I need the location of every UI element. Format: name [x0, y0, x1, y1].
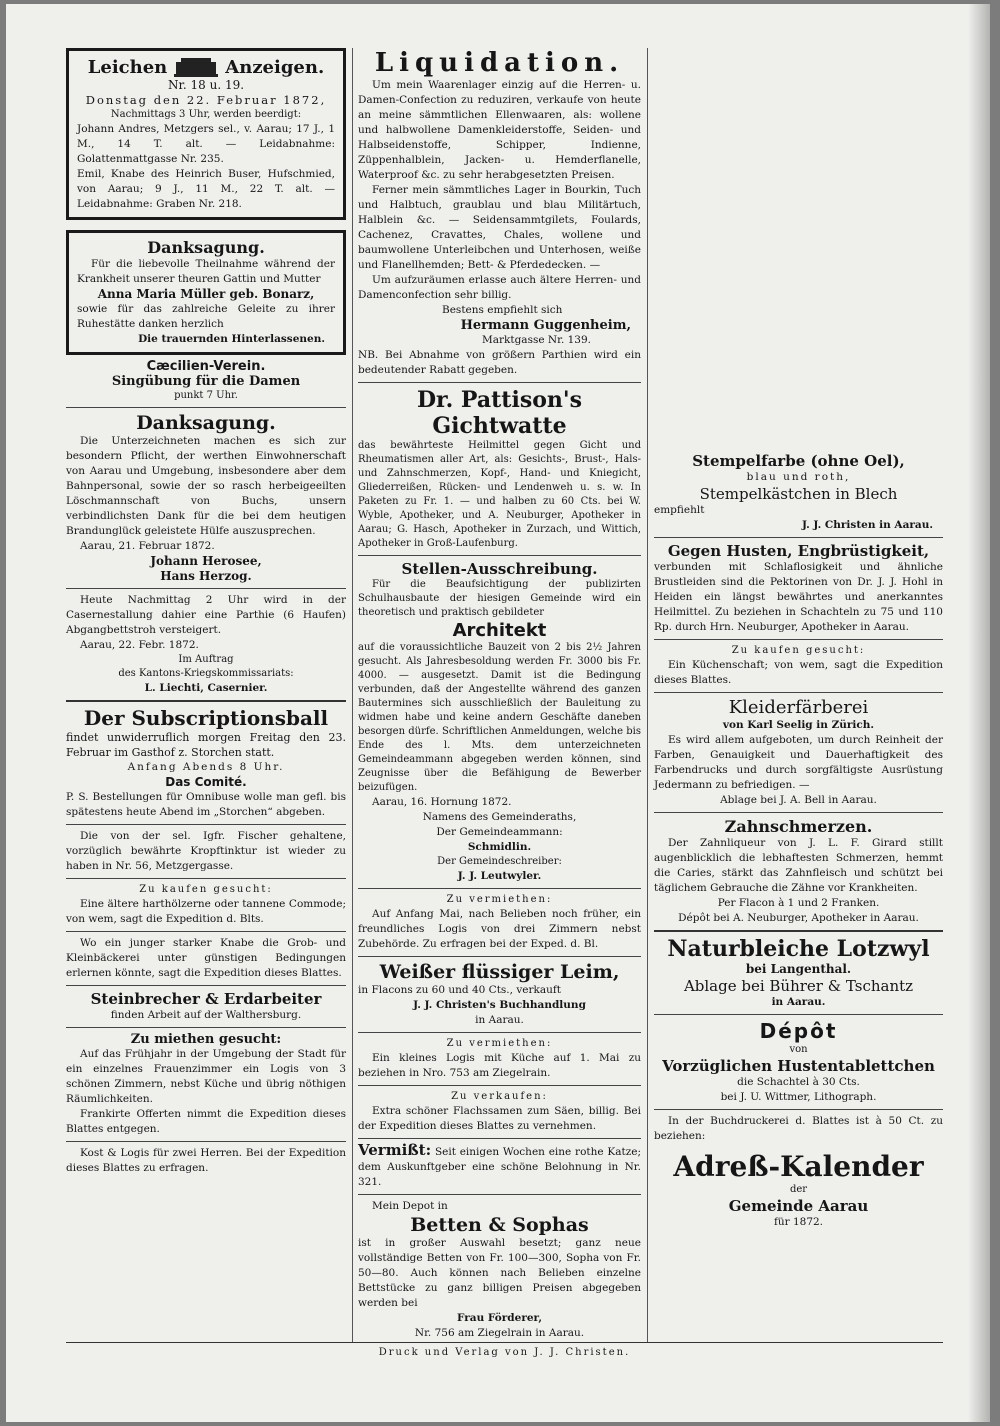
column-rule-1 — [352, 48, 353, 1342]
caecilien-title: Cæcilien-Verein. — [146, 359, 266, 374]
ball-anfang: Anfang Abends 8 Uhr. — [127, 761, 285, 773]
leim-place: in Aarau. — [475, 1014, 524, 1026]
leichen-title-right: Anzeigen. — [225, 56, 325, 78]
coffin-icon — [173, 56, 219, 78]
liquidation-address: Marktgasse Nr. 139. — [481, 334, 591, 346]
stellen-ausschreibung — [358, 560, 641, 884]
ball-title: Der Subscriptionsball — [83, 706, 329, 730]
danksagung-mueller — [66, 230, 346, 355]
faerberei-title: Kleiderfärberei — [728, 697, 869, 718]
depot-sub: Vorzüglichen Hustentablettchen — [662, 1057, 935, 1075]
leichen-anzeigen — [66, 48, 346, 220]
verkaufen — [358, 1090, 641, 1134]
danksagung-text-2: sowie für das zahlreiche Geleite zu ihrer Ruhestätte danken herzlich — [77, 303, 335, 330]
column-left — [66, 48, 346, 1176]
miethen-text: Auf das Frühjahr in der Umgebung der Stadt für ein einzelnes Frauenzimmer ein Logis von 3 schönen Zimmern, nebst Küche und übrig nöthigen Räumlichkeiten. — [66, 1048, 346, 1105]
stroh-text: Heute Nachmittag 2 Uhr wird in der Casernestallung dahier eine Parthie (6 Haufen) Abgangbettstroh versteigert. — [66, 594, 346, 636]
betten-text: ist in großer Auswahl besetzt; ganz neue vollständige Betten von Fr. 100—300, Sopha von Fr. 50—80. Auch können nach Belieben einzelne Bettstücke zu ganz billigen Preisen abgegeben werden bei — [358, 1237, 641, 1309]
danksagung-brand-title: Danksagung. — [136, 412, 276, 434]
column-middle — [358, 48, 641, 1341]
verkaufen-title: Zu verkaufen: — [451, 1091, 548, 1102]
danksagung-brand-sig-2: Hans Herzog. — [160, 569, 252, 583]
stroh-auftrag: Im Auftrag — [178, 654, 234, 665]
kalender-year: für 1872. — [773, 1216, 824, 1228]
betten-address: Nr. 756 am Ziegelrain in Aarau. — [414, 1327, 585, 1339]
danksagung-text: Für die liebevolle Theilnahme während der Krankheit unserer theuren Gattin und Mutter — [77, 258, 335, 285]
leichen-entry-2: Emil, Knabe des Heinrich Buser, Hufschmied, von Aarau; 9 J., 11 M., 22 T. alt. — Leidabnahme: Graben Nr. 218. — [77, 168, 335, 210]
leichen-entry-1: Johann Andres, Metzgers sel., v. Aarau; 17 J., 1 M., 14 T. alt. — Leidabnahme: Golattenmattgasse Nr. 235. — [77, 123, 335, 165]
depot-title: Dépôt — [759, 1019, 838, 1043]
miethen-gesucht — [66, 1032, 346, 1137]
betten-sophas — [358, 1199, 641, 1341]
depot-bei: bei J. U. Wittmer, Lithograph. — [720, 1091, 877, 1103]
liquidation-text-3: Um aufzuräumen erlasse auch ältere Herren- und Damenconfection sehr billig. — [358, 274, 641, 301]
steinbrecher-text: finden Arbeit auf der Walthersburg. — [110, 1009, 302, 1021]
kost-logis: Kost & Logis für zwei Herren. Bei der Expedition dieses Blattes zu erfragen. — [66, 1147, 346, 1174]
liquidation-name: Hermann Guggenheim, — [460, 318, 631, 333]
husten — [654, 542, 943, 635]
danksagung-signature: Die trauernden Hinterlassenen. — [138, 333, 325, 345]
vermiethen-2-text: Ein kleines Logis mit Küche auf 1. Mai zu beziehen in Nro. 753 am Ziegelrain. — [358, 1052, 641, 1079]
stroh-date: Aarau, 22. Febr. 1872. — [80, 639, 199, 651]
vermiethen-1-text: Auf Anfang Mai, nach Belieben noch früher, ein freundliches Logis von drei Zimmern nebst Zubehörde. Zu erfragen bei der Exped. d. Bl. — [358, 908, 641, 950]
liquidation-nb: NB. Bei Abnahme von größern Parthien wird ein bedeutender Rabatt gegeben. — [358, 349, 641, 376]
commode-title: Zu kaufen gesucht: — [139, 884, 273, 895]
leim-title: Weißer flüssiger Leim, — [379, 961, 620, 983]
stellen-ammann: Der Gemeindeammann: — [436, 826, 563, 838]
stellen-text-2: auf die voraussichtliche Bauzeit von 2 bis 2½ Jahren gesucht. Als Jahresbesoldung werden Fr. 3000 bis Fr. 4000. — ausgesetzt. Damit ist die Bedingung verbunden, daß der Angestellte während des ganzen Bautermines sich ausschließlich der Bauleitung zu widmen habe und keine andern Geschäfte daneben besorgen dürfe. Schriftlichen Anmeldungen, welche bis Ende des l. Mts. dem unterzeichneten Gemeindeammann abgegeben werden können, sind Zeugnisse über die Befähigung de Bewerber beizufügen. — [358, 642, 641, 793]
betten-intro: Mein Depot in — [372, 1200, 448, 1212]
footer-rule — [66, 1342, 943, 1343]
stellen-namens: Namens des Gemeinderaths, — [422, 811, 577, 823]
vermisst-title: Vermißt: — [358, 1141, 432, 1159]
abgangbettstroh — [66, 593, 346, 696]
column-right — [654, 452, 943, 1230]
liquidation-bestens: Bestens empfiehlt sich — [442, 304, 563, 316]
pattison-title: Dr. Pattison's Gichtwatte — [416, 387, 583, 439]
subscriptionsball — [66, 706, 346, 820]
vermiethen-2 — [358, 1037, 641, 1081]
kalender-sub: Gemeinde Aarau — [728, 1197, 869, 1215]
leichen-date: Donstag den 22. Februar 1872, — [85, 93, 327, 107]
stroh-sig: L. Liechti, Casernier. — [144, 682, 268, 694]
vermiethen-1-title: Zu vermiethen: — [446, 894, 553, 905]
stellen-ammann-name: Schmidlin. — [467, 841, 532, 853]
kuechenschaft — [654, 644, 943, 688]
betten-title: Betten & Sophas — [410, 1214, 589, 1236]
zahnschmerzen — [654, 817, 943, 926]
vermiethen-2-title: Zu vermiethen: — [446, 1038, 553, 1049]
kropftinktur: Die von der sel. Igfr. Fischer gehaltene, vorzüglich bewährte Kropftinktur ist wieder zu haben in Nr. 56, Metzgergasse. — [66, 830, 346, 872]
faerberei-text: Es wird allem aufgeboten, um durch Reinheit der Farben, Genauigkeit und Dauerhaftigkeit des Farbendrucks und durch sorgfältigste Ausrüstung Jedermann zu befriedigen. — — [654, 734, 943, 791]
zahn-title: Zahnschmerzen. — [724, 817, 873, 836]
lotzwyl-sub: bei Langenthal. — [745, 962, 852, 976]
zahn-depot: Dépôt bei A. Neuburger, Apotheker in Aarau. — [678, 912, 919, 924]
faerberei-sub: von Karl Seelig in Zürich. — [722, 719, 875, 731]
stempel-title: Stempelfarbe (ohne Oel), — [692, 452, 905, 470]
stempel-sig: J. J. Christen in Aarau. — [801, 519, 933, 531]
kleiderfaerberei — [654, 697, 943, 808]
zahn-text: Der Zahnliqueur von J. L. F. Girard stillt augenblicklich die lebhaftesten Schmerzen, hemmt die Caries, stärkt das Zahnfleisch und schützt bei täglichem Gebrauche die Zähne vor Krankheiten. — [654, 837, 943, 894]
ball-text: findet unwiderruflich morgen Freitag den 23. Februar im Gasthof z. Storchen statt. — [66, 731, 346, 759]
lotzwyl-ablage: Ablage bei Bührer & Tschantz — [683, 977, 914, 995]
danksagung-brand-text: Die Unterzeichneten machen es sich zur besondern Pflicht, der werthen Einwohnerschaft von Aarau und Umgebung, insbesondere aber dem Bahnpersonal, sowie der so rasch herbeigeeilten Löschmannschaft von Buchs, unsern verbindlichsten Dank für die bei dem heutigen Brandunglück geleistete Hülfe auszusprechen. — [66, 435, 346, 537]
danksagung-brand-date: Aarau, 21. Februar 1872. — [80, 540, 215, 552]
husten-text: verbunden mit Schlaflosigkeit und ähnliche Brustleiden sind die Pektorinen von Dr. J. J. Hohl in Heiden ein längst bewährtes und anerkanntes Heilmittel. Zu beziehen in Schachteln zu 75 und 110 Rp. durch Hrn. Neuburger, Apotheker in Aarau. — [654, 561, 943, 633]
leichen-time: Nachmittags 3 Uhr, werden beerdigt: — [110, 109, 302, 120]
column-rule-2 — [647, 48, 648, 1342]
pattison-gichtwatte — [358, 387, 641, 551]
vermisst-text: Seit einigen Wochen eine rothe Katze; dem Auskunftgeber eine schöne Belohnung in Nr. 321. — [358, 1146, 641, 1188]
liquidation-text: Um mein Waarenlager einzig auf die Herren- u. Damen-Confection zu reduziren, verkaufe von heute an meine sämmtlichen Ellenwaaren, als: wollene und halbwollene Damenkleiderstoffe, Seiden- und Halbseidenstoffe, Schipper, Indienne, Züppenhalblein, Jacken- u. Hemderflanelle, Waterproof &c. zu sehr herabgesetzten Preisen. — [358, 79, 641, 181]
kuechen-title: Zu kaufen gesucht: — [731, 645, 866, 656]
leichen-nr: Nr. 18 u. 19. — [167, 78, 245, 92]
betten-name: Frau Förderer, — [457, 1312, 542, 1324]
liquidation-text-2: Ferner mein sämmtliches Lager in Bourkin, Tuch und Halbtuch, graublau und blau Militärtuch, Halblein &c. — Seidensammtgilets, Foulards, Cachenez, Cravattes, Chales, wollene und baumwollene Unterleibchen und Unterhosen, weiße und Flanellhemden; Bett- & Pferdedecken. — — [358, 184, 641, 271]
danksagung-title: Danksagung. — [147, 238, 265, 257]
footer-imprint: Druck und Verlag von J. J. Christen. — [378, 1347, 631, 1358]
husten-title: Gegen Husten, Engbrüstigkeit, — [667, 542, 930, 560]
fluessiger-leim — [358, 961, 641, 1028]
depot-price: die Schachtel à 30 Cts. — [737, 1076, 860, 1088]
leichen-title-left: Leichen — [87, 56, 168, 78]
leim-text: in Flacons zu 60 und 40 Cts., verkauft — [358, 984, 561, 996]
stellen-architekt: Architekt — [452, 620, 547, 641]
stellen-text: Für die Beaufsichtigung der publizirten Schulhausbaute der hiesigen Gemeinde wird ein theoretisch und praktisch gebildeter — [358, 579, 641, 618]
stellen-schreiber: Der Gemeindeschreiber: — [437, 856, 562, 867]
lotzwyl-place: in Aarau. — [771, 996, 826, 1008]
baeckerei-lehre: Wo ein junger starker Knabe die Grob- und Kleinbäckerei unter günstigen Bedingungen erlernen könnte, sagt die Expedition dieses Blattes. — [66, 937, 346, 979]
stroh-amt: des Kantons-Kriegskommissariats: — [118, 668, 294, 679]
danksagung-brand — [66, 412, 346, 584]
stempel-title-2: Stempelkästchen in Blech — [699, 485, 898, 503]
verkaufen-text: Extra schöner Flachssamen zum Säen, billig. Bei der Expedition dieses Blattes zu vernehmen. — [358, 1105, 641, 1132]
kalender-title: Adreß-Kalender — [673, 1150, 924, 1183]
liquidation — [358, 48, 641, 378]
stellen-date: Aarau, 16. Hornung 1872. — [372, 796, 512, 808]
stellen-title: Stellen-Ausschreibung. — [401, 560, 598, 578]
faerberei-ablage: Ablage bei J. A. Bell in Aarau. — [720, 794, 877, 806]
caecilien-verein — [66, 359, 346, 403]
zahn-price: Per Flacon à 1 und 2 Franken. — [717, 897, 880, 909]
kuechen-text: Ein Küchenschaft; von wem, sagt die Expedition dieses Blattes. — [654, 659, 943, 686]
lotzwyl-title: Naturbleiche Lotzwyl — [667, 936, 930, 962]
kalender-der: der — [789, 1184, 808, 1195]
vermiethen-1 — [358, 893, 641, 952]
steinbrecher — [66, 990, 346, 1023]
pattison-text: das bewährteste Heilmittel gegen Gicht und Rheumatismen aller Art, als: Gesichts-, Brust-, Hals- und Zahnschmerzen, Kopf-, Hand- und Kniegicht, Gliederreißen, Rücken- und Lendenweh u. s. w. In Paketen zu Fr. 1. — und halben zu 60 Cts. bei W. Wyble, Apotheker, und A. Neuburger, Apotheker in Aarau; G. Hasch, Apotheker in Zurzach, und Wittich, Apotheker in Groß-Laufenburg. — [358, 440, 641, 549]
stempelfarbe — [654, 452, 943, 533]
caecilien-time: punkt 7 Uhr. — [174, 390, 238, 401]
steinbrecher-title: Steinbrecher & Erdarbeiter — [90, 990, 322, 1008]
ball-ps: P. S. Bestellungen für Omnibuse wolle man gefl. bis spätestens heute Abend im „Storchen“ abgeben. — [66, 791, 346, 818]
commode-text: Eine ältere harthölzerne oder tannene Commode; von wem, sagt die Expedition d. Blts. — [66, 898, 346, 925]
depot-von: von — [789, 1044, 808, 1055]
stellen-schreiber-name: J. J. Leutwyler. — [457, 870, 542, 882]
adress-kalender — [654, 1114, 943, 1230]
danksagung-name: Anna Maria Müller geb. Bonarz, — [97, 287, 315, 301]
depot-hustentabletten — [654, 1019, 943, 1105]
ball-sig: Das Comité. — [165, 775, 247, 789]
stempel-empfiehlt: empfiehlt — [654, 504, 705, 516]
danksagung-brand-sig-1: Johann Herosee, — [150, 554, 262, 568]
caecilien-sub: Singübung für die Damen — [111, 374, 301, 389]
stempel-colors: blau und roth, — [746, 471, 851, 483]
kalender-intro: In der Buchdruckerei d. Blattes ist à 50 Ct. zu beziehen: — [654, 1115, 943, 1142]
vermisst — [358, 1143, 641, 1190]
liquidation-title: Liquidation. — [374, 48, 625, 78]
naturbleiche — [654, 936, 943, 1010]
miethen-text-2: Frankirte Offerten nimmt die Expedition dieses Blattes entgegen. — [66, 1108, 346, 1135]
commode-gesucht — [66, 883, 346, 927]
miethen-title: Zu miethen gesucht: — [130, 1032, 282, 1047]
newspaper-page — [6, 4, 990, 1422]
leim-sig: J. J. Christen's Buchhandlung — [413, 999, 586, 1011]
